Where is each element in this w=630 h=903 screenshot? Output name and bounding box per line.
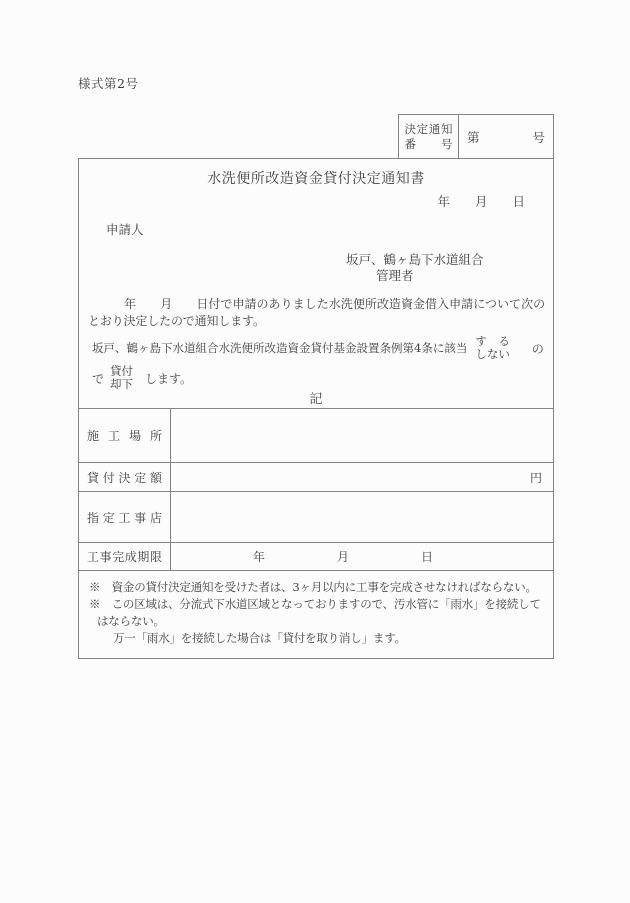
table-row-loan-amount xyxy=(79,462,553,491)
loan-amount-label: 貸付決定額 xyxy=(87,470,162,485)
designated-contractor-value-cell xyxy=(171,492,553,542)
loan-amount-label-cell xyxy=(79,463,171,491)
construction-site-value-cell xyxy=(171,409,553,462)
clause-option-apply: す る xyxy=(475,334,510,348)
clause-tail: の xyxy=(531,341,544,356)
notice-number-value-cell xyxy=(459,115,553,158)
notice-number-label-line1: 決定通知 xyxy=(404,121,453,136)
construction-site-label-cell xyxy=(79,409,171,462)
note-completion-rule: ※ 資金の貸付決定通知を受けた者は、3ヶ月以内に工事を完成させなければならない。 xyxy=(89,580,537,594)
clause-options-stack xyxy=(475,335,510,361)
completion-deadline-label: 工事完成期限 xyxy=(87,550,162,564)
clause-line xyxy=(79,334,553,362)
notice-number-label-line2: 番号 xyxy=(404,136,453,151)
construction-site-label: 施工場所 xyxy=(87,429,162,443)
clause-text: 坂戸、鶴ヶ島下水道組合水洗便所改造資金貸付基金設置条例第4条に該当 xyxy=(92,341,468,355)
notice-number-box xyxy=(398,114,554,159)
organization-name: 坂戸、鶴ヶ島下水道組合 xyxy=(346,252,484,267)
completion-deadline-label-cell xyxy=(79,543,171,570)
action-tail: します。 xyxy=(145,371,193,386)
preamble-section xyxy=(79,159,553,408)
loan-amount-value-cell: 円 xyxy=(529,470,542,485)
manager-label: 管理者 xyxy=(376,268,414,283)
document-title: 水洗便所改造資金貸付決定通知書 xyxy=(207,171,425,187)
record-marker: 記 xyxy=(309,392,323,407)
table-row-completion-deadline xyxy=(79,542,553,570)
action-lead: で xyxy=(92,371,105,386)
action-line xyxy=(79,364,553,392)
notice-number-label-cell xyxy=(399,115,459,158)
notes-section xyxy=(79,570,553,658)
table-row-designated-contractor xyxy=(79,491,553,542)
form-code: 様式第2号 xyxy=(78,76,139,91)
body-paragraph: 年 月 日付で申請のありました水洗便所改造資金借入申請について次のとおり決定したので通知します。 xyxy=(88,297,545,328)
designated-contractor-label-cell xyxy=(79,492,171,542)
clause-option-not-apply: しない xyxy=(475,347,510,361)
notice-number-prefix: 第 xyxy=(467,129,480,145)
document-body-box xyxy=(78,158,554,659)
table-row-construction-site xyxy=(79,408,553,462)
applicant-label: 申請人 xyxy=(106,222,144,237)
action-options-stack xyxy=(110,365,133,391)
action-option-reject: 却下 xyxy=(110,377,134,391)
note-cancellation-warning: 万一「雨水」を接続した場合は「貸付を取り消し」ます。 xyxy=(113,631,406,645)
notice-number-suffix: 号 xyxy=(532,129,545,145)
completion-deadline-value-cell: 年 月 日 xyxy=(253,550,434,564)
action-option-loan: 貸付 xyxy=(110,364,134,378)
designated-contractor-label: 指定工事店 xyxy=(87,510,162,525)
issue-date-line: 年 月 日 xyxy=(437,194,525,209)
note-separate-sewer-rule: ※ この区域は、分流式下水道区域となっておりますので、汚水管に「雨水」を接続してはならない。 xyxy=(89,597,541,628)
